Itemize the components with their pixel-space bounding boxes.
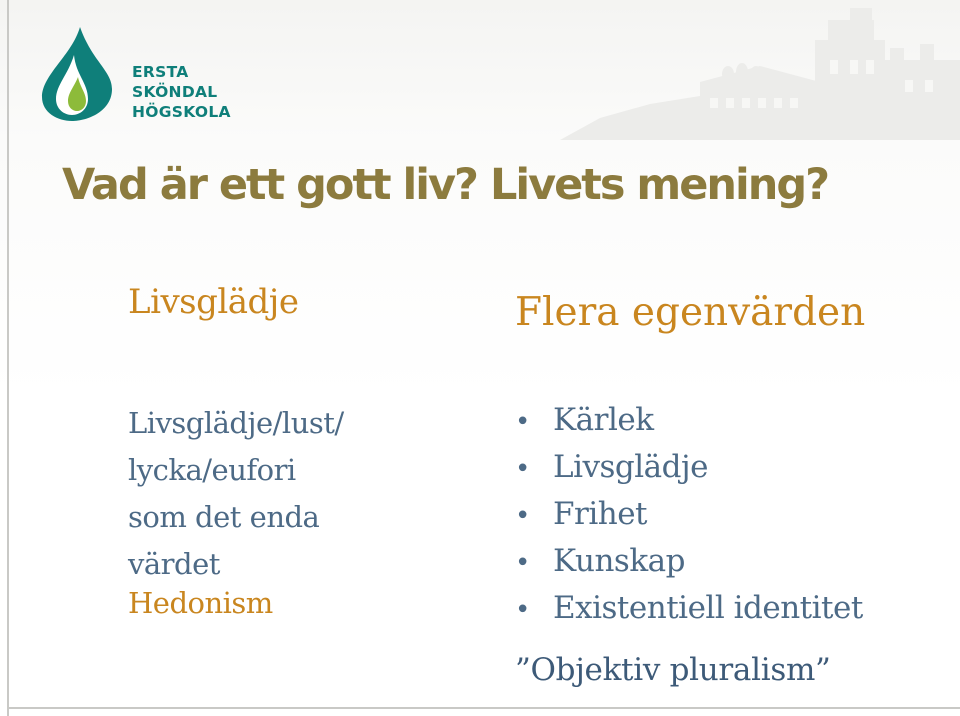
left-column-text — [128, 400, 448, 588]
logo-line-3: HÖGSKOLA — [132, 103, 231, 121]
drop-logo-icon — [30, 25, 130, 125]
left-text-line-3: som det enda — [128, 500, 320, 534]
slide-title: Vad är ett gott liv? Livets mening? — [62, 160, 829, 210]
ersta-skondal-logo — [30, 25, 230, 125]
objective-pluralism-conclusion: ”Objektiv pluralism” — [515, 652, 831, 688]
bullet-icon: • — [515, 407, 530, 437]
left-text-line-2: lycka/eufori — [128, 453, 296, 487]
logo-line-1: ERSTA — [132, 63, 189, 81]
bullet-icon: • — [515, 595, 530, 625]
logo-line-2: SKÖNDAL — [132, 83, 218, 101]
logo-wordmark — [132, 62, 231, 122]
bullet-text: Frihet — [553, 496, 648, 532]
list-item — [515, 538, 863, 585]
bullet-icon: • — [515, 501, 530, 531]
bottom-border-line — [7, 707, 960, 709]
left-border-line — [7, 0, 9, 716]
list-item — [515, 397, 863, 444]
list-item — [515, 585, 863, 632]
values-bullet-list — [515, 397, 863, 632]
left-column-heading: Livsglädje — [128, 282, 299, 322]
bullet-text: Kunskap — [553, 543, 685, 579]
building-silhouette-image — [560, 0, 960, 140]
list-item — [515, 444, 863, 491]
bullet-text: Kärlek — [553, 402, 654, 438]
right-column-heading: Flera egenvärden — [515, 290, 866, 335]
list-item — [515, 491, 863, 538]
bullet-text: Existentiell identitet — [553, 590, 863, 626]
hedonism-term: Hedonism — [128, 586, 273, 620]
left-text-line-1: Livsglädje/lust/ — [128, 406, 344, 440]
bullet-icon: • — [515, 548, 530, 578]
bullet-text: Livsglädje — [553, 449, 708, 485]
left-text-line-4: värdet — [128, 547, 220, 581]
bullet-icon: • — [515, 454, 530, 484]
